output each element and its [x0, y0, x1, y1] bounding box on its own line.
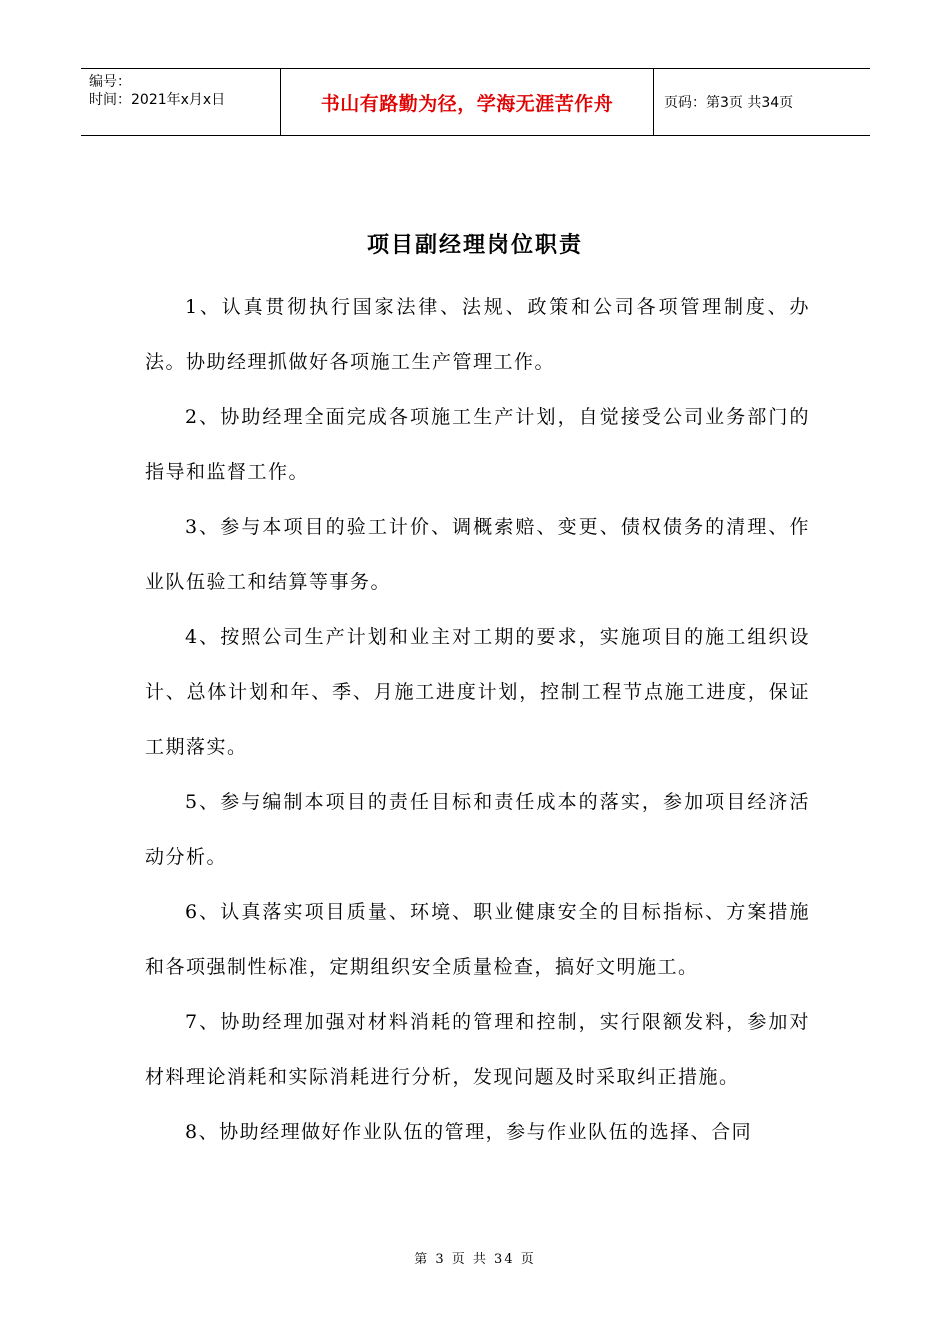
paragraph-1: 1、认真贯彻执行国家法律、法规、政策和公司各项管理制度、办法。协助经理抓做好各项施工生产管理工作。: [145, 296, 810, 373]
header-meta: [81, 69, 281, 135]
paragraph-2: 2、协助经理全面完成各项施工生产计划，自觉接受公司业务部门的指导和监督工作。: [145, 406, 810, 483]
code-label: 编号：: [89, 74, 131, 90]
page-header: [81, 68, 870, 136]
header-motto: 书山有路勤为径，学海无涯苦作舟: [281, 69, 654, 135]
document-body: [145, 280, 810, 1160]
header-page-info: 页码：第3页 共34页: [664, 95, 794, 111]
page-footer: 第 3 页 共 34 页: [414, 1252, 536, 1267]
paragraph-4: 4、按照公司生产计划和业主对工期的要求，实施项目的施工组织设计、总体计划和年、季、月施工进度计划，控制工程节点施工进度，保证工期落实。: [145, 626, 810, 758]
paragraph-6: 6、认真落实项目质量、环境、职业健康安全的目标指标、方案措施和各项强制性标准，定期组织安全质量检查，搞好文明施工。: [145, 901, 810, 978]
document-title: 项目副经理岗位职责: [366, 233, 583, 258]
date-label: 时间：2021年x月x日: [89, 92, 226, 108]
paragraph-8: 8、协助经理做好作业队伍的管理，参与作业队伍的选择、合同: [185, 1121, 753, 1143]
paragraph-5: 5、参与编制本项目的责任目标和责任成本的落实，参加项目经济活动分析。: [145, 791, 810, 868]
paragraph-7: 7、协助经理加强对材料消耗的管理和控制，实行限额发料，参加对材料理论消耗和实际消耗进行分析，发现问题及时采取纠正措施。: [145, 1011, 810, 1088]
paragraph-3: 3、参与本项目的验工计价、调概索赔、变更、债权债务的清理、作业队伍验工和结算等事务。: [145, 516, 810, 593]
